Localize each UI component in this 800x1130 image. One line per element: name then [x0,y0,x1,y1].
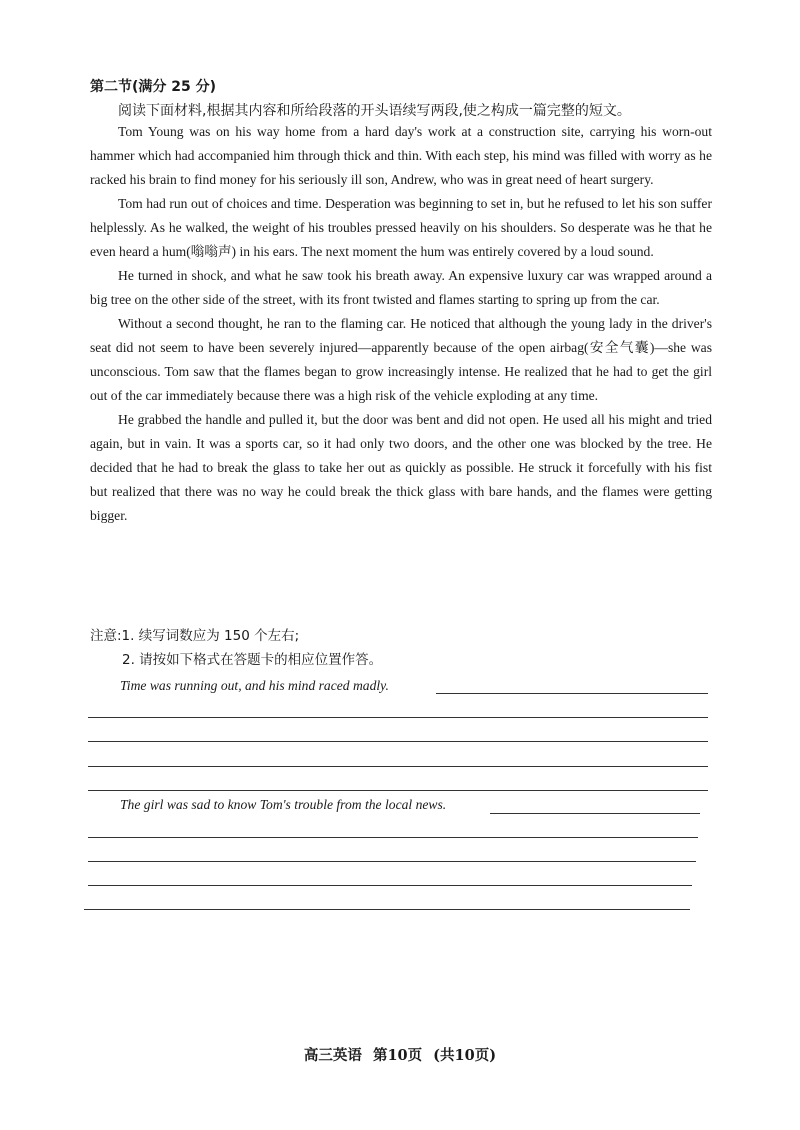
answer-line[interactable] [88,885,692,886]
paragraph1-opening: Time was running out, and his mind raced madly. [120,678,389,693]
story-text [90,120,712,528]
section-instruction: 阅读下面材料,根据其内容和所给段落的开头语续写两段,使之构成一篇完整的短文。 [118,103,631,119]
answer-line[interactable] [88,717,708,718]
story-paragraph: Tom Young was on his way home from a hard day's work at a construction site, carrying his worn-out hammer which had accompanied him through thick and thin. With each step, his mind was filled with worry as he racked his brain to find money for his seriously ill son, Andrew, who was in great need of heart surgery. [90,124,712,187]
answer-line[interactable] [88,741,708,742]
story-paragraph: He turned in shock, and what he saw took his breath away. An expensive luxury car was wrapped around a big tree on the other side of the street, with its front twisted and flames starting to spring up from the car. [90,268,712,307]
answer-line[interactable] [88,861,696,862]
answer-line[interactable] [88,837,698,838]
section-title: 第二节(满分 25 分) [90,79,217,95]
story-paragraph: Tom had run out of choices and time. Desperation was beginning to set in, but he refused to let his son suffer helplessly. As he walked, the weight of his troubles pressed heavily on his shoulders. So desperate was he that he even heard a hum(嗡嗡声) in his ears. The next moment the hum was entirely covered by a loud sound. [90,196,712,259]
page-footer: 高三英语 第10页 (共10页) [303,1047,497,1064]
paragraph2-opening: The girl was sad to know Tom's trouble from the local news. [120,797,447,812]
story-paragraph: Without a second thought, he ran to the flaming car. He noticed that although the young lady in the driver's seat did not seem to have been severely injured—apparently because of the open airbag(安全气囊)—she was unconscious. Tom saw that the flames began to grow increasingly intense. He realized that he had to get the girl out of the car immediately because there was a high risk of the vehicle exploding at any time. [90,316,712,403]
answer-line[interactable] [84,909,690,910]
answer-line[interactable] [436,693,708,694]
story-paragraph: He grabbed the handle and pulled it, but the door was bent and did not open. He used all his might and tried again, but in vain. It was a sports car, so it had only two doors, and the other one was blocked by the tree. He decided that he had to break the glass to take her out as quickly as possible. He struck it forcefully with his fist but realized that there was no way he could break the thick glass with bare hands, and the flames were getting bigger. [90,412,712,523]
answer-line[interactable] [88,790,708,791]
answer-line[interactable] [88,766,708,767]
notes [90,624,382,672]
note-format: 2. 请按如下格式在答题卡的相应位置作答。 [122,652,383,668]
answer-line[interactable] [490,813,700,814]
note-word-count: 注意:1. 续写词数应为 150 个左右; [90,628,300,644]
